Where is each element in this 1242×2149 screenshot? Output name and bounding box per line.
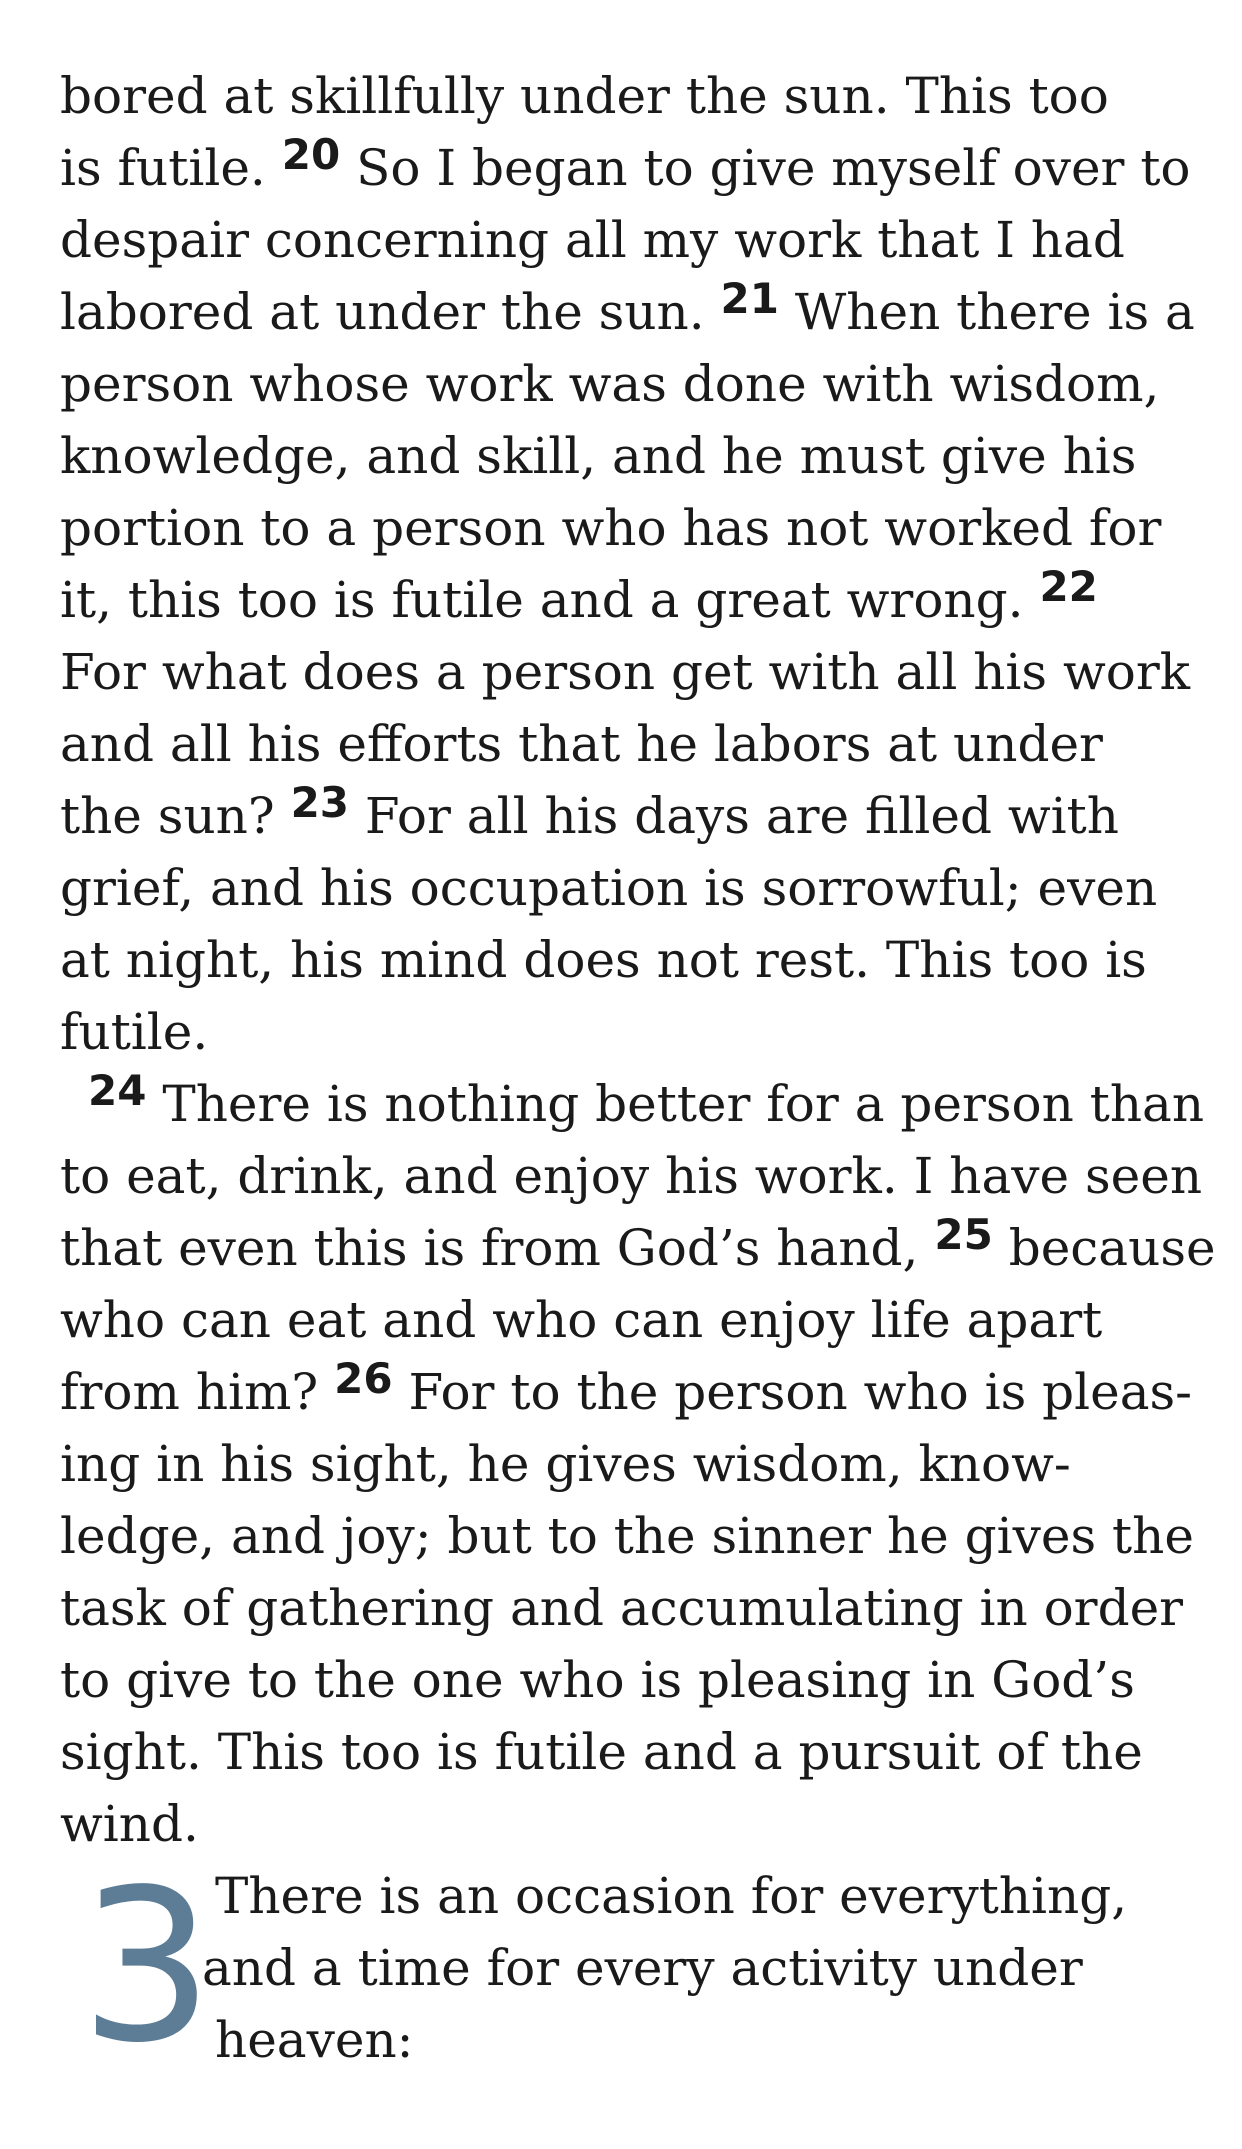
text-line [60, 1860, 1190, 1932]
text-span: it, this too is futile and a great wrong. [60, 571, 1024, 629]
text-span: that even this is from God’s hand, [60, 1219, 919, 1277]
text-line [60, 780, 1190, 852]
text-span: So I began to give myself over to [356, 139, 1191, 197]
text-span: the sun? [60, 787, 275, 845]
text-line [60, 1716, 1190, 1788]
text-span: For to the person who is pleas- [408, 1363, 1193, 1421]
text-span: from him? [60, 1363, 319, 1421]
text-span: and a time for every activity under [202, 1939, 1083, 1997]
text-span: ledge, and joy; but to the sinner he gives the [60, 1507, 1194, 1565]
text-span: heaven: [215, 2011, 414, 2069]
text-line [60, 636, 1190, 708]
verse-number: 22 [1039, 562, 1098, 611]
text-line [60, 1644, 1190, 1716]
text-line [60, 274, 1195, 348]
text-line [60, 60, 1190, 132]
text-line [60, 420, 1190, 492]
text-line [60, 1066, 1205, 1140]
verse-number: 26 [334, 1354, 393, 1403]
text-line [60, 708, 1190, 780]
text-span: is futile. [60, 139, 266, 197]
text-span: despair concerning all my work that I had [60, 211, 1125, 269]
chapter-start [60, 1844, 1190, 2089]
text-span: When there is a [794, 283, 1195, 341]
text-line [60, 1210, 1216, 1284]
text-span: knowledge, and skill, and he must give his [60, 427, 1137, 485]
scripture-page [60, 60, 1216, 2089]
text-line [60, 996, 1190, 1068]
text-line [60, 348, 1190, 420]
text-span: portion to a person who has not worked for [60, 499, 1162, 557]
text-line [60, 204, 1190, 276]
text-span: to eat, drink, and enjoy his work. I have seen [60, 1147, 1203, 1205]
verse-number: 24 [88, 1066, 147, 1115]
verse-number: 25 [934, 1210, 993, 1259]
chapter-number: 3 [80, 1844, 214, 2089]
text-line [60, 2004, 1190, 2076]
text-span: person whose work was done with wisdom, [60, 355, 1160, 413]
text-line [60, 924, 1190, 996]
text-line [60, 1500, 1194, 1572]
text-span: futile. [60, 1003, 209, 1061]
text-span: There is an occasion for everything, [215, 1867, 1128, 1925]
verse-number: 20 [281, 130, 341, 179]
text-span: ing in his sight, he gives wisdom, know- [60, 1435, 1071, 1493]
text-span: grief, and his occupation is sorrowful; even [60, 859, 1158, 917]
text-line [60, 1788, 1190, 1860]
text-line [60, 1428, 1190, 1500]
verse-number: 21 [720, 274, 779, 323]
text-line [60, 852, 1190, 924]
text-span: sight. This too is futile and a pursuit of the [60, 1723, 1143, 1781]
text-line [60, 1140, 1203, 1212]
text-span: bored at skillfully under the sun. This too [60, 67, 1109, 125]
text-line [60, 1572, 1190, 1644]
text-span: task of gathering and accumulating in order [60, 1579, 1184, 1637]
text-line [60, 492, 1190, 564]
text-span: to give to the one who is pleasing in God’s [60, 1651, 1135, 1709]
text-span: There is nothing better for a person than [162, 1075, 1205, 1133]
text-span: who can eat and who can enjoy life apart [60, 1291, 1103, 1349]
text-line [60, 132, 1190, 204]
text-span: For all his days are filled with [364, 787, 1119, 845]
text-span: and all his efforts that he labors at under [60, 715, 1103, 773]
text-span: because [1008, 1219, 1216, 1277]
text-span: For what does a person get with all his work [60, 643, 1191, 701]
text-span: wind. [60, 1795, 199, 1853]
text-line [60, 564, 1190, 636]
text-span: at night, his mind does not rest. This too is [60, 931, 1147, 989]
verse-number: 23 [290, 778, 350, 827]
text-span: labored at under the sun. [60, 283, 705, 341]
text-line [60, 1354, 1193, 1428]
text-line [60, 1284, 1190, 1356]
text-line [60, 1932, 1190, 2004]
